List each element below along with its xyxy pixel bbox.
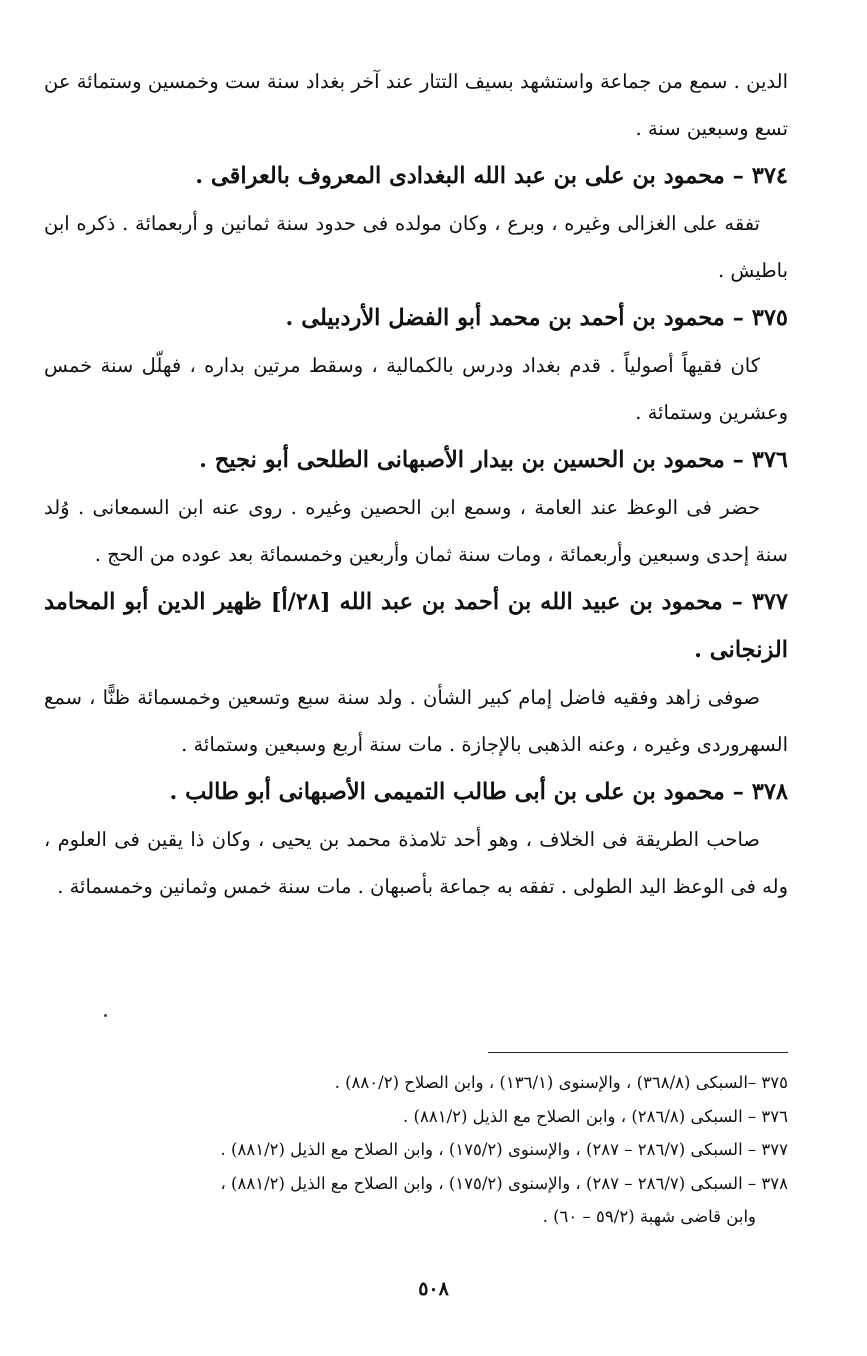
entry-heading-375: ٣٧٥ – محمود بن أحمد بن محمد أبو الفضل الأردبيلى . [285, 305, 788, 331]
paragraph: حضر فى الوعظ عند العامة ، وسمع ابن الحصين وغيره . روى عنه ابن السمعانى . وُلد سنة إحدى وسبعين وأربعمائة ، ومات سنة ثمان وأربعين وخمسمائة بعد عوده من الحج . [44, 496, 788, 566]
paragraph: الدين . سمع من جماعة واستشهد بسيف التتار عند آخر بغداد سنة ست وخمسين وستمائة عن تسع وسبعين سنة . [44, 70, 788, 140]
footnotes [44, 1066, 788, 1234]
paragraph: صوفى زاهد وفقيه فاضل إمام كبير الشأن . ولد سنة سبع وتسعين وخمسمائة ظنًّا ، سمع السهروردى وغيره ، وعنه الذهبى بالإجازة . مات سنة أربع وسبعين وستمائة . [44, 686, 788, 756]
scan-speck [104, 1014, 107, 1017]
entry-heading-378: ٣٧٨ – محمود بن على بن أبى طالب التميمى الأصبهانى أبو طالب . [169, 779, 788, 805]
footnote-continuation: وابن قاضى شهبة (٥٩/٢ – ٦٠) . [542, 1207, 756, 1226]
footnote: ٣٧٥ –السبكى (٣٦٨/٨) ، والإسنوى (١٣٦/١) ، وابن الصلاح (٨٨٠/٢) . [334, 1073, 788, 1092]
entry-heading-376: ٣٧٦ – محمود بن الحسين بن بيدار الأصبهانى الطلحى أبو نجيح . [199, 447, 788, 473]
footnote: ٣٧٧ – السبكى (٢٨٦/٧ – ٢٨٧) ، والإسنوى (١٧٥/٢) ، وابن الصلاح مع الذيل (٨٨١/٢) . [220, 1140, 788, 1159]
page-number: ٥٠٨ [418, 1278, 449, 1300]
main-text [44, 58, 788, 910]
footnote: ٣٧٦ – السبكى (٢٨٦/٨) ، وابن الصلاح مع الذيل (٨٨١/٢) . [403, 1106, 788, 1126]
entry-heading-374: ٣٧٤ – محمود بن على بن عبد الله البغدادى المعروف بالعراقى . [195, 163, 788, 189]
paragraph: تفقه على الغزالى وغيره ، وبرع ، وكان مولده فى حدود سنة ثمانين و أربعمائة . ذكره ابن باطيش . [44, 212, 788, 282]
paragraph: صاحب الطريقة فى الخلاف ، وهو أحد تلامذة محمد بن يحيى ، وكان ذا يقين فى العلوم ، وله فى الوعظ اليد الطولى . تفقه به جماعة بأصبهان . مات سنة خمس وثمانين وخمسمائة . [44, 828, 788, 898]
footnote-divider [488, 1052, 788, 1053]
entry-heading-377: ٣٧٧ – محمود بن عبيد الله بن أحمد بن عبد الله [٢٨/أ] ظهير الدين أبو المحامد الزنجانى . [44, 589, 789, 663]
footnote: ٣٧٨ – السبكى (٢٨٦/٧ – ٢٨٧) ، والإسنوى (١٧٥/٢) ، وابن الصلاح مع الذيل (٨٨١/٢) ، [220, 1173, 788, 1193]
paragraph: كان فقيهاً أصولياً . قدم بغداد ودرس بالكمالية ، وسقط مرتين بداره ، فهلّل سنة خمس وعشرين وستمائة . [44, 354, 788, 424]
